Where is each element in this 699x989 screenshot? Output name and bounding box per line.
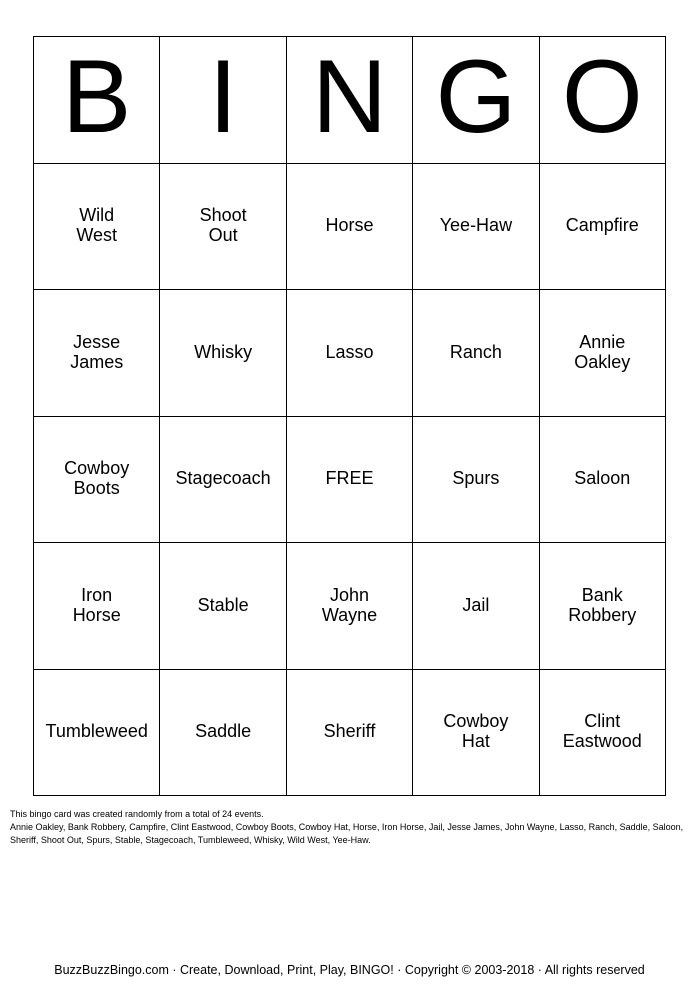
header-letter-o: O bbox=[540, 37, 666, 164]
bingo-square: Yee-Haw bbox=[413, 164, 539, 291]
bingo-square: Stagecoach bbox=[160, 417, 286, 544]
bingo-square: Cowboy Hat bbox=[413, 670, 539, 797]
header-letter-g: G bbox=[413, 37, 539, 164]
bingo-square: Horse bbox=[287, 164, 413, 291]
header-letter-i: I bbox=[160, 37, 286, 164]
bingo-square: Annie Oakley bbox=[540, 290, 666, 417]
bingo-square: Jail bbox=[413, 543, 539, 670]
event-count-note: This bingo card was created randomly from a total of 24 events. bbox=[10, 809, 264, 819]
bingo-square: Stable bbox=[160, 543, 286, 670]
bingo-square: Tumbleweed bbox=[34, 670, 160, 797]
free-square: FREE bbox=[287, 417, 413, 544]
card-info bbox=[10, 808, 690, 847]
bingo-square: Ranch bbox=[413, 290, 539, 417]
bingo-square: Iron Horse bbox=[34, 543, 160, 670]
bingo-card bbox=[33, 36, 666, 796]
bingo-square: Sheriff bbox=[287, 670, 413, 797]
bingo-square: Saloon bbox=[540, 417, 666, 544]
bingo-square: Campfire bbox=[540, 164, 666, 291]
bingo-square: Cowboy Boots bbox=[34, 417, 160, 544]
bingo-square: Jesse James bbox=[34, 290, 160, 417]
header-letter-b: B bbox=[34, 37, 160, 164]
bingo-square: Whisky bbox=[160, 290, 286, 417]
bingo-square: Shoot Out bbox=[160, 164, 286, 291]
event-list: Annie Oakley, Bank Robbery, Campfire, Clint Eastwood, Cowboy Boots, Cowboy Hat, Horse, Iron Horse, Jail, Jesse James, John Wayne, Lasso, Ranch, Saddle, Saloon, Sheriff, Shoot Out, Spurs, Stable, Stagecoach, Tumbleweed, Whisky, Wild West, Yee-Haw. bbox=[10, 822, 684, 845]
bingo-square: Saddle bbox=[160, 670, 286, 797]
header-letter-n: N bbox=[287, 37, 413, 164]
bingo-square: Clint Eastwood bbox=[540, 670, 666, 797]
bingo-square: Spurs bbox=[413, 417, 539, 544]
bingo-square: Bank Robbery bbox=[540, 543, 666, 670]
bingo-square: Wild West bbox=[34, 164, 160, 291]
bingo-square: Lasso bbox=[287, 290, 413, 417]
footer-copyright: BuzzBuzzBingo.com · Create, Download, Print, Play, BINGO! · Copyright © 2003-2018 · All rights reserved bbox=[54, 963, 645, 977]
bingo-square: John Wayne bbox=[287, 543, 413, 670]
